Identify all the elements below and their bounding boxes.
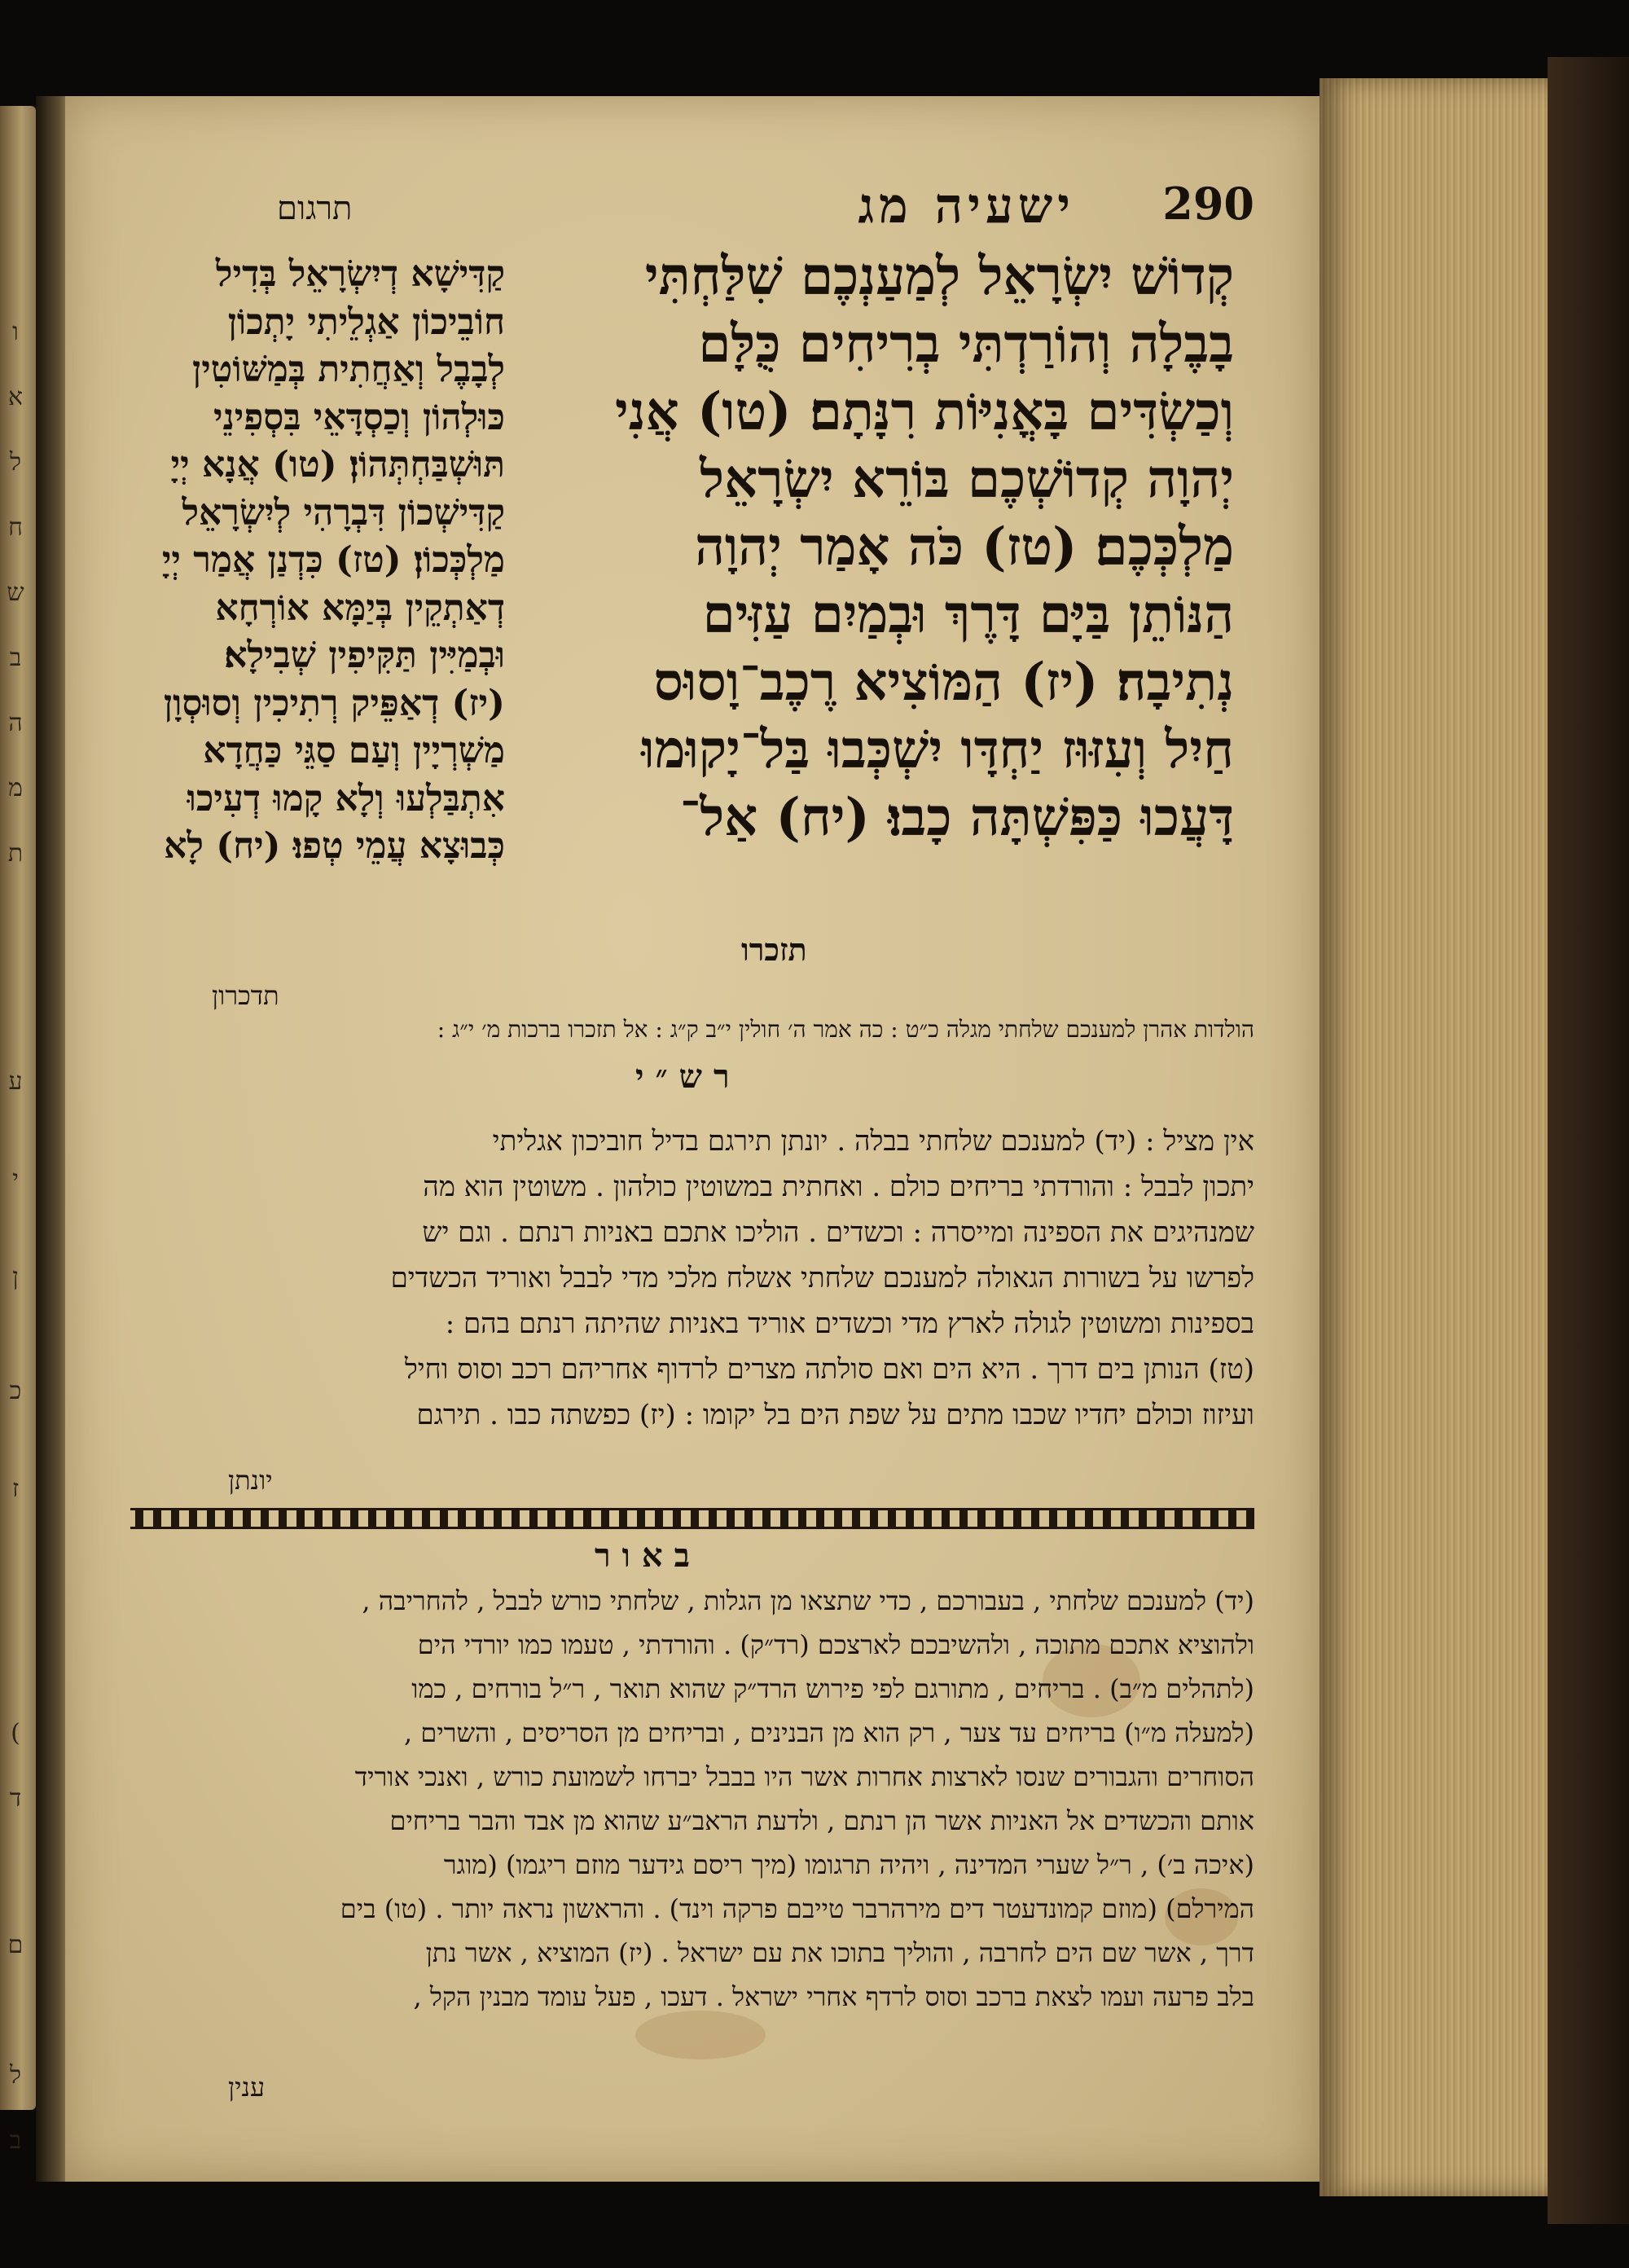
biur-line: בלב פרעה ועמו לצאת ברכב וסוס לרדף אחרי ישראל . דעכו , פעל עומד מבנין הקל , (413, 1981, 1254, 2012)
biur-catchword: ענין (228, 2072, 266, 2103)
cross-reference-notes: הולדות אהרן למענכם שלחתי מגלה כ״ט : כה אמר ה׳ חולין י״ב ק״ג : אל תזכרו ברכות מ׳ י״ג : (437, 1016, 1254, 1043)
biur-line: (לתהלים מ״ב) . בריחים , מתורגם לפי פירוש הרד״ק שהוא תואר , ר״ל בורחים , כמו (411, 1673, 1254, 1704)
facing-mark: ו (12, 318, 19, 346)
targum-line: קַדִּישְׁכוֹן דִּבְרָהִי לְיִשְׂרָאֵל (182, 491, 505, 534)
scripture-line: נְתִיבָה׃ (יז) הַמּוֹצִיא רֶכֶב־וָסוּס (653, 652, 1234, 713)
rashi-line: שמנהיגים את הספינה ומייסרה : וכשדים . הוליכו אתכם באניות רנתם . וגם יש (422, 1216, 1254, 1249)
page-number: 290 (1162, 178, 1254, 230)
targum-text (114, 251, 505, 871)
facing-mark: ד (9, 1784, 22, 1813)
targum-line: כּוּלְהוֹן וְכַסְדָּאֵי בִּסְפִינֵי (213, 396, 505, 438)
rashi-line: לפרשו על בשורות הגאולה למענכם שלחתי אשלח מלכי מדי לבבל ואוריד הכשדים (390, 1262, 1254, 1294)
book-cover (1548, 57, 1629, 2224)
rashi-line: אין מציל : (יד) למענכם שלחתי בבלה . יונתן תירגם בדיל חוביכון אגליתי (492, 1125, 1254, 1158)
facing-mark: ם (7, 1931, 24, 1959)
facing-mark: ת (7, 839, 24, 868)
biur-heading: באור (595, 1536, 701, 1575)
rashi-line: ועיזוז וכולם יחדיו שכבו מתים על שפת הים בל יקומו : (יז) כפשתה כבו . תירגם (416, 1399, 1254, 1431)
biur-line: דרך , אשר שם הים לחרבה , והוליך בתוכו את עם ישראל . (יז) המוציא , אשר נתן (425, 1937, 1254, 1968)
facing-mark: ע (8, 1067, 23, 1096)
facing-mark: ח (8, 513, 23, 542)
biur-line: (למעלה מ״ו) בריחים עד צער , רק הוא מן הבנינים , ובריחים מן הסריסים , והשרים , (404, 1717, 1254, 1748)
scripture-line: דָּעֲכוּ כַּפִּשְׁתָּה כָבוּ׃ (יח) אַל־ (679, 787, 1234, 848)
scripture-line: חַיִל וְעִזּוּז יַחְדָּו יִשְׁכְּבוּ בַּל־יָקוּמוּ (641, 719, 1234, 780)
targum-line: קַדִּישָׁא דְיִשְׂרָאֵל בְּדִיל (215, 253, 505, 295)
targum-line: (יז) דְאַפֵּיק רְתִיכִין וְסוּסְוָן (163, 682, 505, 724)
targum-catchword: תדכרון (212, 980, 279, 1011)
rashi-catchword: יונתן (228, 1465, 273, 1496)
facing-mark: ש (7, 578, 24, 607)
printed-page (65, 96, 1319, 2182)
scripture-catchword: תזכרו (741, 931, 807, 968)
targum-line: חוֹבֵיכוֹן אַגְלֵיתִי יָתְכוֹן (227, 301, 505, 343)
page-header (114, 178, 1254, 251)
biur-commentary (114, 1579, 1254, 2019)
scripture-line: בָבֶלָה וְהוֹרַדְתִּי בְרִיחִים כֻּלָּם (698, 314, 1234, 375)
page-edges (1319, 78, 1564, 2196)
rashi-line: (טז) הנותן בים דרך . היא הים ואם סולתה מצרים לרדוף אחריהם רכב וסוס וחיל (404, 1353, 1254, 1386)
ornamental-divider (130, 1508, 1254, 1529)
facing-mark: מ (8, 774, 23, 802)
scripture-line: הַנּוֹתֵן בַּיָּם דָּרֶךְ וּבְמַיִם עַזִּים (702, 584, 1234, 645)
biur-line: אותם והכשדים אל האניות אשר הן רנתם , ולדעת הראב״ע שהוא מן אבד והבר בריחים (389, 1805, 1254, 1836)
targum-line: אִתְבַּלְעוּ וְלָא קָמוּ דְעִיכוּ (187, 777, 505, 820)
biur-line: ולהוציא אתכם מתוכה , ולהשיבכם לארצכם (רד״ק) . והורדתי , טעמו כמו יורדי הים (417, 1629, 1254, 1660)
facing-mark: ב (9, 2126, 22, 2155)
targum-heading: תרגום (277, 190, 353, 227)
rashi-heading: רש״י (635, 1057, 741, 1096)
targum-line: כְּבוּצָא עֲמֵי טְפוּ׃ (יח) לָא (164, 825, 505, 867)
targum-line: מַלְכְּכוֹן׃ (טז) כִּדְנַן אֲמַר יְיָ (161, 539, 505, 581)
facing-mark: ה (8, 709, 23, 737)
biur-line: (יד) למענכם שלחתי , בעבורכם , כדי שתצאו מן הגלות , שלחתי כורש לבבל , להחריבה , (362, 1585, 1254, 1616)
facing-mark: ל (9, 2061, 22, 2090)
facing-page-edge (0, 106, 36, 2155)
book-gutter (36, 96, 68, 2182)
targum-line: מַשְׁרְיָין וְעַם סַגֵּי כַּחֲדָא (203, 730, 505, 771)
scripture-line: קְדוֹשׁ יִשְׂרָאֵל לְמַעַנְכֶם שִׁלַּחְתִּי (644, 246, 1234, 307)
scripture-line: וְכַשְׂדִּים בָּאֳנִיּוֹת רִנָּתָם׃ (טו) אֲנִי (614, 381, 1234, 442)
targum-line: תּוּשְׁבַּחְתְּהוֹן׃ (טו) אֲנָא יְיָ (170, 444, 505, 486)
facing-mark: א (7, 383, 23, 411)
biur-line: (איכה ב׳) , ר״ל שערי המדינה , ויהיה תרגומו (מיך ריסם גידער מוזם ריגמו) (מוגר (443, 1849, 1254, 1880)
rashi-line: יתכון לבבל : והורדתי בריחים כולם . ואחתית במשוטין כולהון . משוטין הוא מה (423, 1171, 1254, 1203)
targum-line: דְאַתְקֵין בְּיַמָּא אוֹרְחָא (215, 587, 505, 629)
facing-mark: ן (12, 1263, 19, 1291)
biur-line: המירלם) (מוזם קמונדעטר דים מירהרבר טייבם פרקה וינד) . והראשון נראה יותר . (טו) בים (340, 1893, 1254, 1924)
scripture-line: יְהוָה קְדוֹשְׁכֶם בּוֹרֵא יִשְׂרָאֵל (700, 449, 1234, 510)
facing-mark: ( (11, 1719, 20, 1747)
targum-line: לְבָבֶל וְאַחֲתִית בְּמַשּׁוֹטִין (192, 349, 505, 390)
scripture-line: מַלְכְּכֶם׃ (טז) כֹּה אָמַר יְהוָה (695, 516, 1234, 578)
scripture-text (533, 243, 1234, 851)
facing-mark: כ (9, 1377, 22, 1405)
facing-mark: ל (9, 448, 22, 477)
facing-mark: ז (11, 1475, 20, 1503)
facing-mark: י (12, 1165, 19, 1193)
facing-mark: ב (9, 644, 22, 672)
biur-line: הסוחרים והגבורים שנסו לארצות אחרות אשר היו בבבל יברחו לשמועת כורש , ואנכי אוריד (354, 1761, 1254, 1792)
rashi-line: בספינות ומשוטין לגולה לארץ מדי וכשדים אוריד באניות שהיתה רנתם בהם : (445, 1308, 1254, 1340)
chapter-title: ישעיה מג (858, 178, 1075, 235)
targum-line: וּבְמַיִּין תַּקִּיפִין שְׁבִילָא׃ (224, 635, 505, 676)
rashi-commentary (114, 1119, 1254, 1438)
